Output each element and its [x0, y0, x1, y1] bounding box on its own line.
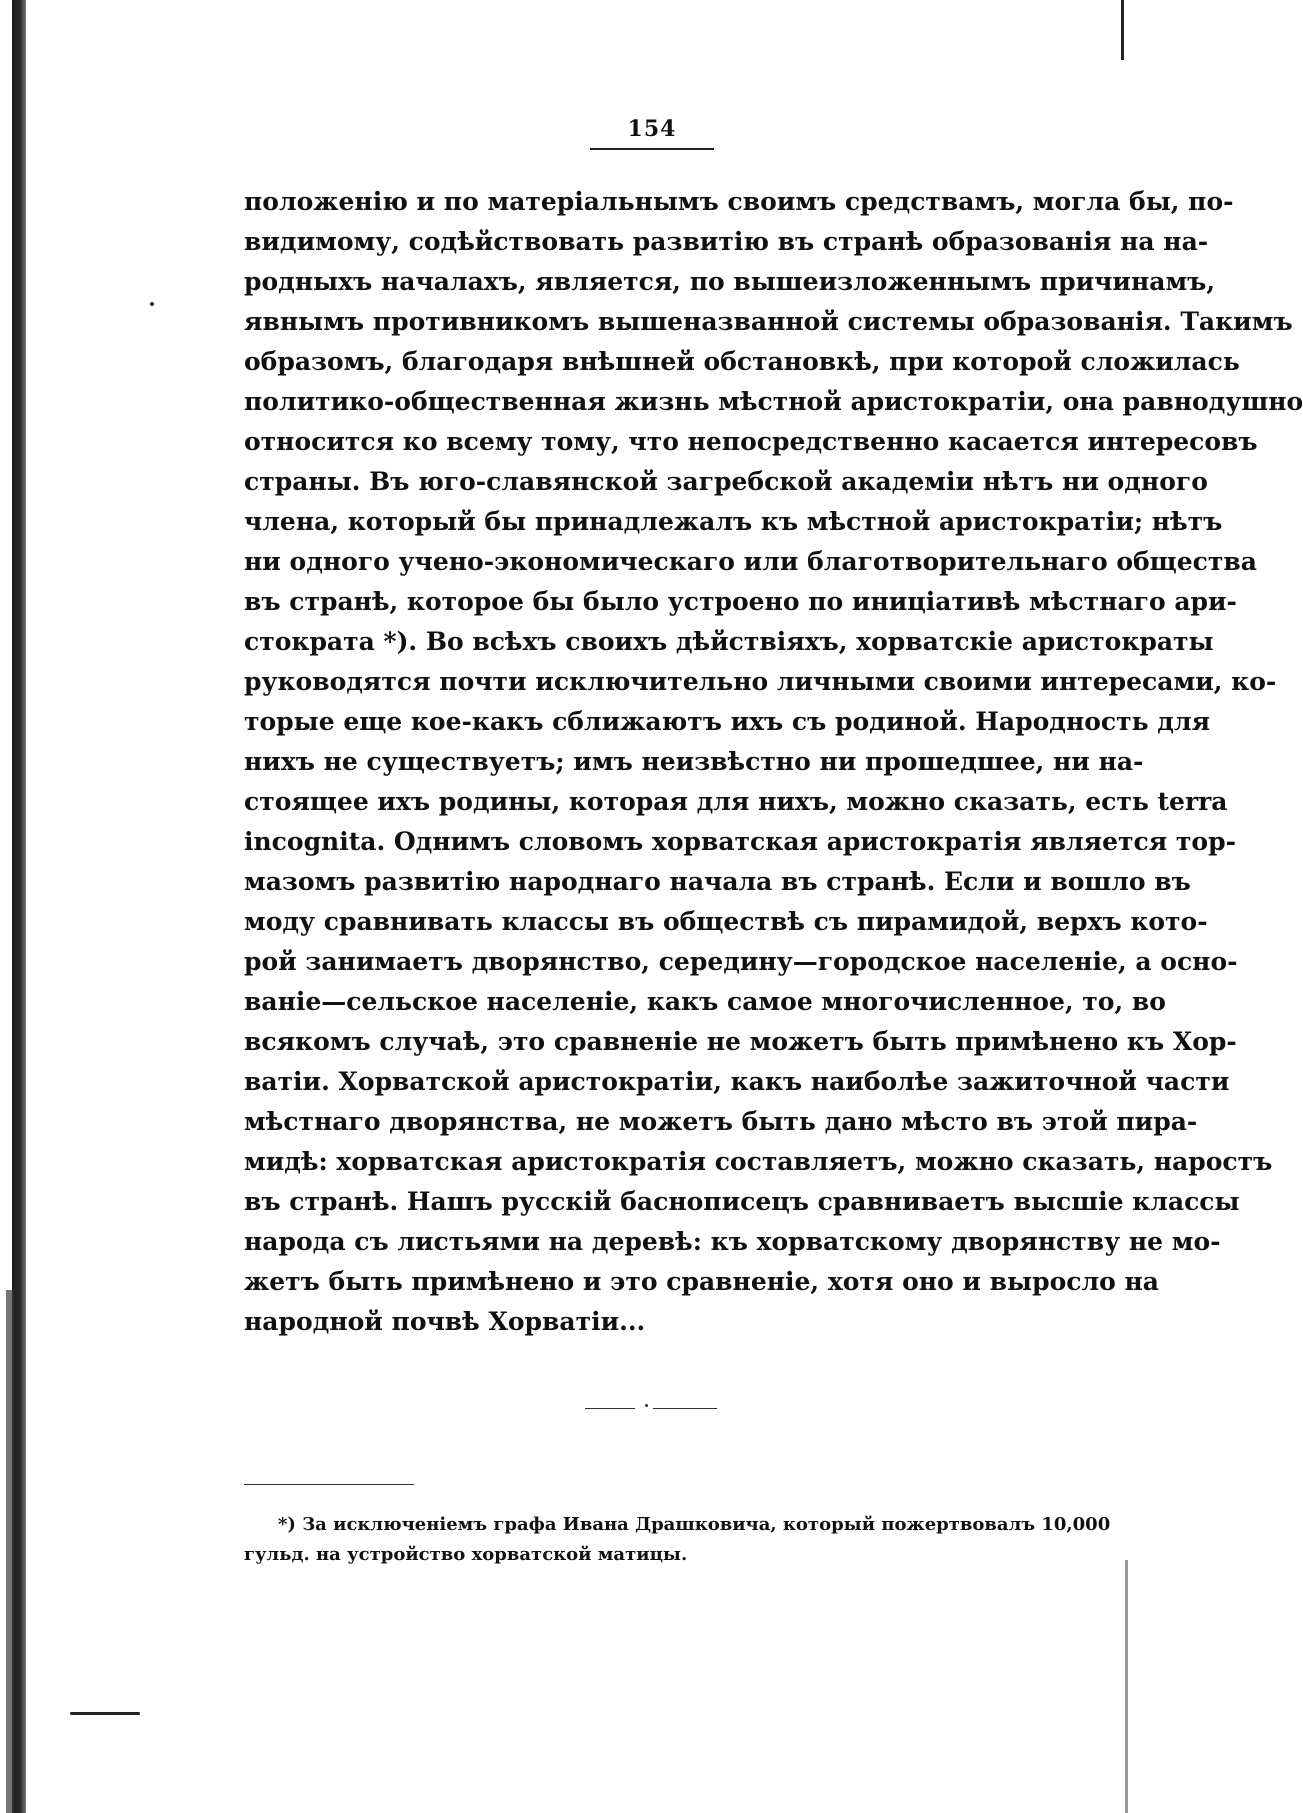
footnote-line: гульд. на устройство хорватской матицы.	[244, 1544, 688, 1565]
text-line: относится ко всему тому, что непосредственно касается интересовъ	[244, 427, 1258, 456]
text-line: всякомъ случаѣ, это сравненіе не можетъ быть примѣнено къ Хор-	[244, 1027, 1237, 1056]
body-paragraph	[244, 182, 1303, 1342]
text-line: ни одного учено-экономическаго или благотворительнаго общества	[244, 547, 1257, 576]
scan-binding-edge	[12, 0, 26, 1813]
text-line: торые еще кое-какъ сближаютъ ихъ съ родиной. Народность для	[244, 707, 1211, 736]
text-line: въ странѣ. Нашъ русскій баснописецъ сравниваетъ высшіе классы	[244, 1187, 1240, 1216]
text-line: стоящее ихъ родины, которая для нихъ, можно сказать, есть terra	[244, 787, 1228, 816]
text-line: мазомъ развитію народнаго начала въ странѣ. Если и вошло въ	[244, 867, 1191, 896]
scan-binding-shadow	[6, 1290, 14, 1813]
text-line: стократа *). Во всѣхъ своихъ дѣйствіяхъ, хорватскіе аристократы	[244, 627, 1214, 656]
scan-right-edge-lower	[1125, 1560, 1128, 1813]
text-line: народной почвѣ Хорватіи...	[244, 1307, 646, 1336]
text-line: руководятся почти исключительно личными своими интересами, ко-	[244, 667, 1277, 696]
text-line: нихъ не существуетъ; имъ неизвѣстно ни прошедшее, ни на-	[244, 747, 1144, 776]
text-line: мидѣ: хорватская аристократія составляетъ, можно сказать, наростъ	[244, 1147, 1273, 1176]
text-line: политико-общественная жизнь мѣстной аристократіи, она равнодушно	[244, 387, 1303, 416]
text-line: жетъ быть примѣнено и это сравненіе, хотя оно и выросло на	[244, 1267, 1159, 1296]
text-line: народа съ листьями на деревѣ: къ хорватскому дворянству не мо-	[244, 1227, 1221, 1256]
text-line: явнымъ противникомъ вышеназванной системы образованія. Такимъ	[244, 307, 1293, 336]
scan-speck	[150, 302, 154, 306]
text-line: въ странѣ, которое бы было устроено по иниціативѣ мѣстнаго ари-	[244, 587, 1237, 616]
footnote-rule	[244, 1484, 414, 1485]
text-line: видимому, содѣйствовать развитію въ странѣ образованія на на-	[244, 227, 1209, 256]
scan-edge-mark	[70, 1712, 140, 1715]
footnote	[244, 1510, 1111, 1570]
text-line: мѣстнаго дворянства, не можетъ быть дано мѣсто въ этой пира-	[244, 1107, 1198, 1136]
scan-right-edge	[1121, 0, 1124, 60]
divider-dash-left	[585, 1408, 635, 1409]
divider-dot	[645, 1404, 648, 1407]
text-line: ватіи. Хорватской аристократіи, какъ наиболѣе зажиточной части	[244, 1067, 1230, 1096]
section-divider	[585, 1404, 717, 1412]
text-line: incognita. Однимъ словомъ хорватская аристократія является тор-	[244, 827, 1236, 856]
divider-dash-right	[653, 1408, 717, 1409]
text-line: члена, который бы принадлежалъ къ мѣстной аристократіи; нѣтъ	[244, 507, 1223, 536]
text-line: рой занимаетъ дворянство, середину—городское населеніе, а осно-	[244, 947, 1238, 976]
text-line: ваніе—сельское населеніе, какъ самое многочисленное, то, во	[244, 987, 1166, 1016]
text-line: образомъ, благодаря внѣшней обстановкѣ, при которой сложилась	[244, 347, 1240, 376]
footnote-line: *) За исключеніемъ графа Ивана Драшковича, который пожертвовалъ 10,000	[278, 1514, 1111, 1535]
text-line: положенію и по матеріальнымъ своимъ средствамъ, могла бы, по-	[244, 187, 1234, 216]
page-number-rule	[590, 148, 714, 150]
text-line: моду сравнивать классы въ обществѣ съ пирамидой, верхъ кото-	[244, 907, 1208, 936]
page-number: 154	[627, 116, 677, 142]
text-line: родныхъ началахъ, является, по вышеизложеннымъ причинамъ,	[244, 267, 1216, 296]
text-line: страны. Въ юго-славянской загребской академіи нѣтъ ни одного	[244, 467, 1208, 496]
